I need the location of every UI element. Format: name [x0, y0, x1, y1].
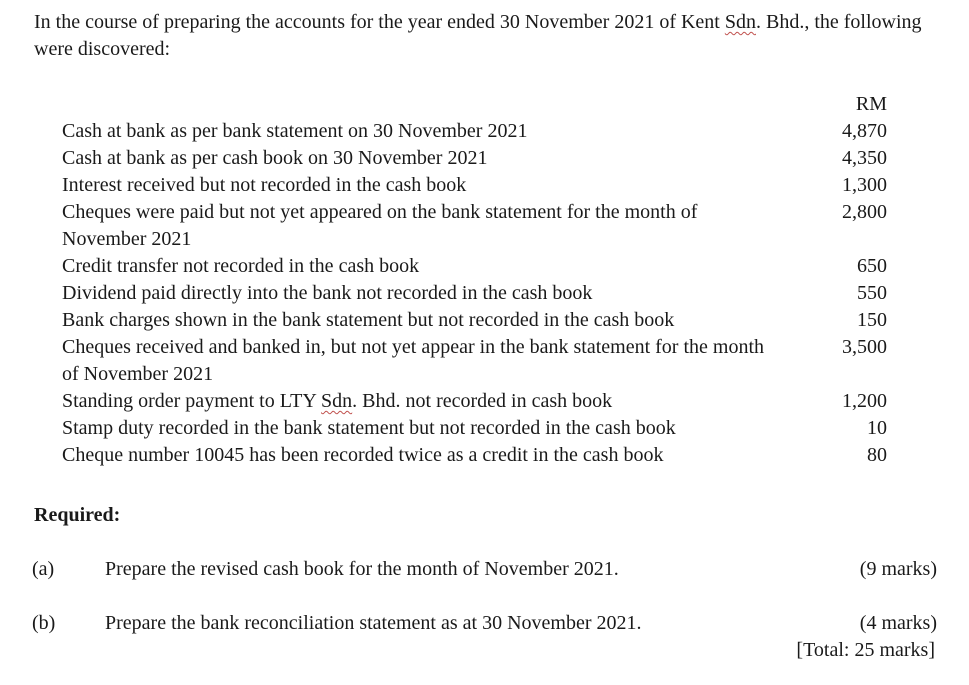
item-amount: 4,350: [842, 147, 887, 169]
list-item: [62, 442, 887, 469]
list-item: [62, 253, 887, 280]
intro-text-2: . Bhd., the following were discovered:: [34, 11, 922, 60]
item-amount: 3,500: [842, 336, 887, 358]
question-text: Prepare the revised cash book for the month of November 2021.: [105, 558, 619, 580]
item-amount: 1,200: [842, 390, 887, 412]
item-description: Credit transfer not recorded in the cash book: [62, 255, 420, 277]
question-marks: (9 marks): [859, 558, 937, 580]
item-description: Cash at bank as per bank statement on 30 November 2021: [62, 120, 528, 142]
question-text: Prepare the bank reconciliation statement as at 30 November 2021.: [105, 612, 642, 634]
item-description: Cash at bank as per cash book on 30 November 2021: [62, 147, 488, 169]
item-amount: 650: [857, 255, 887, 277]
total-marks: [Total: 25 marks]: [796, 639, 935, 661]
item-description: Cheques were paid but not yet appeared on the bank statement for the month of November 2021: [62, 201, 698, 250]
list-item: [62, 199, 887, 253]
question-label: (b): [32, 612, 56, 634]
question-label: (a): [32, 558, 55, 580]
required-heading: Required:: [34, 504, 121, 526]
item-description: Interest received but not recorded in the cash book: [62, 174, 467, 196]
item-description: Dividend paid directly into the bank not recorded in the cash book: [62, 282, 593, 304]
item-description: Cheques received and banked in, but not yet appear in the bank statement for the month of November 2021: [62, 336, 765, 385]
list-item: [62, 307, 887, 334]
item-description: Bank charges shown in the bank statement but not recorded in the cash book: [62, 309, 675, 331]
list-item: [62, 388, 887, 415]
list-item: [62, 334, 887, 388]
question-marks: (4 marks): [859, 612, 937, 634]
item-description: Cheque number 10045 has been recorded twice as a credit in the cash book: [62, 444, 664, 466]
item-description-part: Standing order payment to LTY: [62, 390, 322, 412]
items-list: [62, 118, 887, 469]
item-amount: 80: [867, 444, 887, 466]
item-amount: 10: [867, 417, 887, 439]
item-description-part: . Bhd. not recorded in cash book: [352, 390, 613, 412]
item-description: Stamp duty recorded in the bank statement but not recorded in the cash book: [62, 417, 676, 439]
intro-text-1: In the course of preparing the accounts for the year ended 30 November 2021 of Kent: [34, 11, 725, 33]
intro-paragraph: [34, 9, 934, 63]
item-company-abbrev: Sdn: [321, 390, 353, 412]
list-item: [62, 145, 887, 172]
list-item: [62, 172, 887, 199]
item-amount: 550: [857, 282, 887, 304]
item-amount: 150: [857, 309, 887, 331]
item-description: [62, 388, 774, 415]
list-item: [62, 415, 887, 442]
list-item: [62, 280, 887, 307]
item-amount: 1,300: [842, 174, 887, 196]
item-amount: 2,800: [842, 201, 887, 223]
currency-header: RM: [855, 93, 887, 115]
list-item: [62, 118, 887, 145]
intro-company-abbrev: Sdn: [724, 11, 756, 33]
item-amount: 4,870: [842, 120, 887, 142]
